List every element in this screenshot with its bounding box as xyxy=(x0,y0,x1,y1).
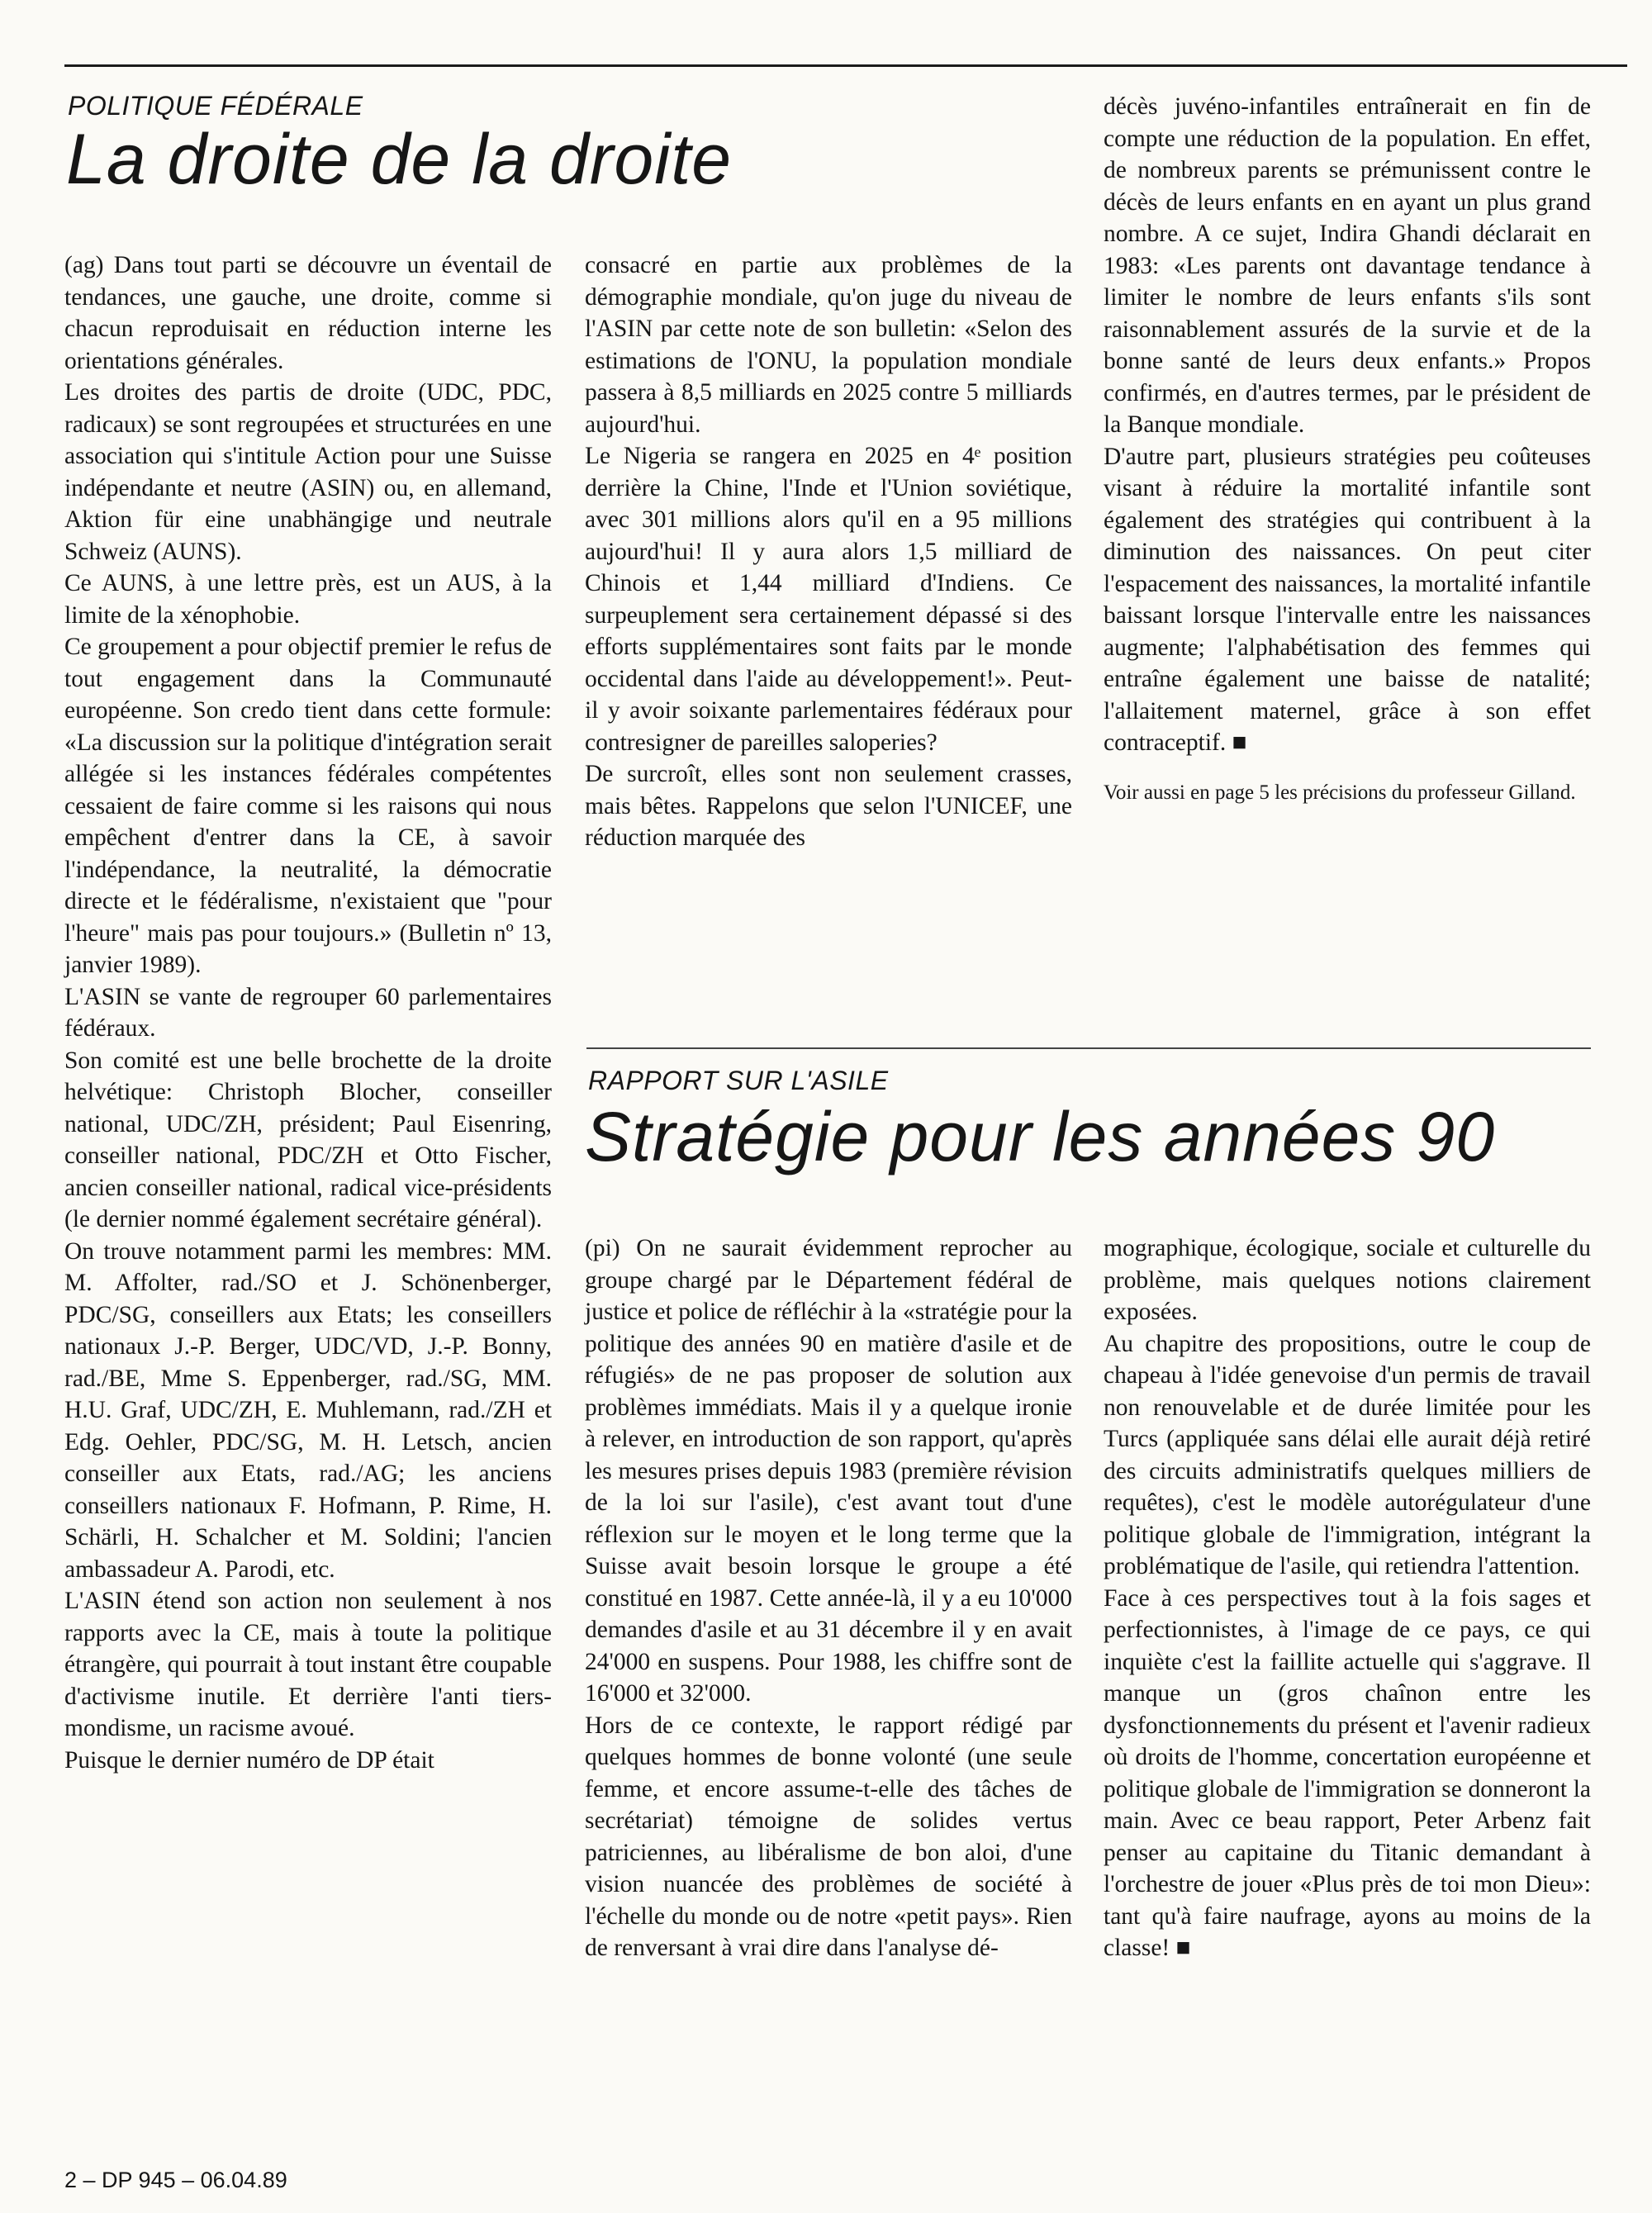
paragraph: (ag) Dans tout parti se découvre un éventail de tendances, une gauche, une droite, comme si chacun reproduisait en réduction interne les orientations générales. xyxy=(64,252,552,374)
article1-title: La droite de la droite xyxy=(66,120,733,199)
paragraph: Face à ces perspectives tout à la fois sages et perfectionnistes, à l'image de ce pays, ce qui inquiète c'est la faillite actuelle qui s'aggrave. Il manque un (gros chaînon entre les dysfonctionnements du présent et l'avenir radieux où droits de l'homme, concertation européenne et politique globale de l'immigration se donneront la main. Avec ce beau rapport, Peter Arbenz fait penser au capitaine du Titanic demandant à l'orchestre de jouer «Plus près de toi mon Dieu»: tant qu'à faire naufrage, ayons au moins de la classe! ■ xyxy=(1104,1584,1591,1961)
paragraph: De surcroît, elles sont non seulement crasses, mais bêtes. Rappelons que selon l'UNICEF, une réduction marquée des xyxy=(585,761,1072,851)
paragraph: L'ASIN étend son action non seulement à nos rapports avec la CE, mais à toute la politique étrangère, qui pourrait à tout instant être coupable d'activisme inutile. Et derrière l'anti tiers-mondisme, un racisme avoué. xyxy=(64,1588,552,1741)
paragraph: Au chapitre des propositions, outre le coup de chapeau à l'idée genevoise d'un permis de travail non renouvelable et de durée limitée pour les Turcs (appliquée sans délai elle aurait déjà retiré des circuits administratifs quelques milliers de requêtes), c'est le modèle autorégulateur d'une politique globale de l'immigration, intégrant la problématique de l'asile, qui retiendra l'attention. xyxy=(1104,1330,1591,1579)
paragraph: Puisque le dernier numéro de DP était xyxy=(64,1746,434,1774)
paragraph: mographique, écologique, sociale et culturelle du problème, mais quelques notions clairement exposées. xyxy=(1104,1235,1591,1325)
article1-column-3 xyxy=(1104,91,1591,807)
page-footer: 2 – DP 945 – 06.04.89 xyxy=(64,2168,287,2192)
paragraph: D'autre part, plusieurs stratégies peu coûteuses visant à réduire la mortalité infantile sont également des stratégies qui contribuent à la diminution des naissances. On peut citer l'espacement des naissances, la mortalité infantile baissant lorsque l'intervalle entre les naissances augmente; l'alphabétisation des femmes qui entraîne également une baisse de natalité; l'allaitement maternel, grâce à son effet contraceptif. ■ xyxy=(1104,443,1591,756)
paragraph: L'ASIN se vante de regrouper 60 parlementaires fédéraux. xyxy=(64,983,552,1042)
article1-column-2 xyxy=(585,249,1072,854)
article2-column-1 xyxy=(585,1232,1072,1964)
paragraph: Ce AUNS, à une lettre près, est un AUS, à la limite de la xénophobie. xyxy=(64,570,552,629)
paragraph: On trouve notamment parmi les membres: MM. M. Affolter, rad./SO et J. Schönenberger, PDC/SG, conseillers aux Etats; les conseillers nationaux J.-P. Berger, UDC/VD, J.-P. Bonny, rad./BE, Mme S. Eppenberger, rad./SG, MM. H.U. Graf, UDC/ZH, E. Muhlemann, rad./ZH et Edg. Oehler, PDC/SG, M. H. Letsch, ancien conseiller aux Etats, rad./AG; les anciens conseillers nationaux F. Hofmann, P. Rime, H. Schärli, H. Schalcher et M. Soldini; l'ancien ambassadeur A. Parodi, etc. xyxy=(64,1237,552,1583)
article2-kicker: RAPPORT SUR L'ASILE xyxy=(588,1066,889,1095)
top-rule xyxy=(64,64,1627,67)
article2-title: Stratégie pour les années 90 xyxy=(585,1098,1496,1175)
section-divider xyxy=(586,1047,1591,1049)
paragraph: Ce groupement a pour objectif premier le refus de tout engagement dans la Communauté européenne. Son credo tient dans cette formule: «La discussion sur la politique d'intégration serait allégée si les instances fédérales compétentes cessaient de faire comme si les raisons qui nous empêchent d'entrer dans la CE, à savoir l'indépendance, la neutralité, la démocratie directe et le fédéralisme, n'existaient que "pour l'heure" mais pas pour toujours.» (Bulletin nº 13, janvier 1989). xyxy=(64,634,552,978)
see-also-note: Voir aussi en page 5 les précisions du professeur Gilland. xyxy=(1104,781,1576,804)
paragraph: (pi) On ne saurait évidemment reprocher au groupe chargé par le Département fédéral de justice et police de réfléchir à la «stratégie pour la politique des années 90 en matière d'asile et de réfugiés» de ne pas proposer de solution aux problèmes immédiats. Mais il y a quelque ironie à relever, en introduction de son rapport, qu'après les mesures prises depuis 1983 (première révision de la loi sur l'asile), c'est avant tout d'une réflexion sur le moyen et le long terme que la Suisse avait besoin lorsque le groupe a été constitué en 1987. Cette année-là, il y a eu 10'000 demandes d'asile et au 31 décembre il y en avait 24'000 en suspens. Pour 1988, les chiffre sont de 16'000 et 32'000. xyxy=(585,1235,1072,1707)
paragraph: consacré en partie aux problèmes de la démographie mondiale, qu'on juge du niveau de l'ASIN par cette note de son bulletin: «Selon des estimations de l'ONU, la population mondiale passera à 8,5 milliards en 2025 contre 5 milliards aujourd'hui. xyxy=(585,252,1072,438)
article1-kicker: POLITIQUE FÉDÉRALE xyxy=(68,91,363,121)
paragraph: Hors de ce contexte, le rapport rédigé par quelques hommes de bonne volonté (une seule femme, et encore assume-t-elle des tâches de secrétariat) témoigne de solides vertus patriciennes, au libéralisme de bon aloi, d'une vision nuancée des problèmes de société à l'échelle du monde ou de notre «petit pays». Rien de renversant à vrai dire dans l'analyse dé- xyxy=(585,1712,1072,1961)
paragraph: Son comité est une belle brochette de la droite helvétique: Christoph Blocher, conseiller national, UDC/ZH, président; Paul Eisenring, conseiller national, PDC/ZH et Otto Fischer, ancien conseiller national, radical vice-présidents (le dernier nommé également secrétaire général). xyxy=(64,1047,552,1232)
paragraph: Les droites des partis de droite (UDC, PDC, radicaux) se sont regroupées et structurées en une association qui s'intitule Action pour une Suisse indépendante et neutre (ASIN) ou, en allemand, Aktion für eine unabhängige und neutrale Schweiz (AUNS). xyxy=(64,379,552,565)
article1-column-1 xyxy=(64,249,552,1776)
paragraph: Le Nigeria se rangera en 2025 en 4ᵉ position derrière la Chine, l'Inde et l'Union soviétique, avec 301 millions alors qu'il en a 95 millions aujourd'hui! Il y aura alors 1,5 milliard de Chinois et 1,44 milliard d'Indiens. Ce surpeuplement sera certainement dépassé si des efforts supplémentaires sont faits par le monde occidental dans l'aide au développement!». Peut-il y avoir soixante parlementaires fédéraux pour contresigner de pareilles saloperies? xyxy=(585,443,1072,756)
article2-column-2 xyxy=(1104,1232,1591,1964)
paragraph: décès juvéno-infantiles entraînerait en fin de compte une réduction de la population. En effet, de nombreux parents se prémunissent contre le décès de leurs enfants en en ayant un plus grand nombre. A ce sujet, Indira Ghandi déclarait en 1983: «Les parents ont davantage tendance à limiter le nombre de leurs enfants s'ils sont raisonnablement assurés de la survie et de la bonne santé de leurs deux enfants.» Propos confirmés, en d'autres termes, par le président de la Banque mondiale. xyxy=(1104,93,1591,438)
